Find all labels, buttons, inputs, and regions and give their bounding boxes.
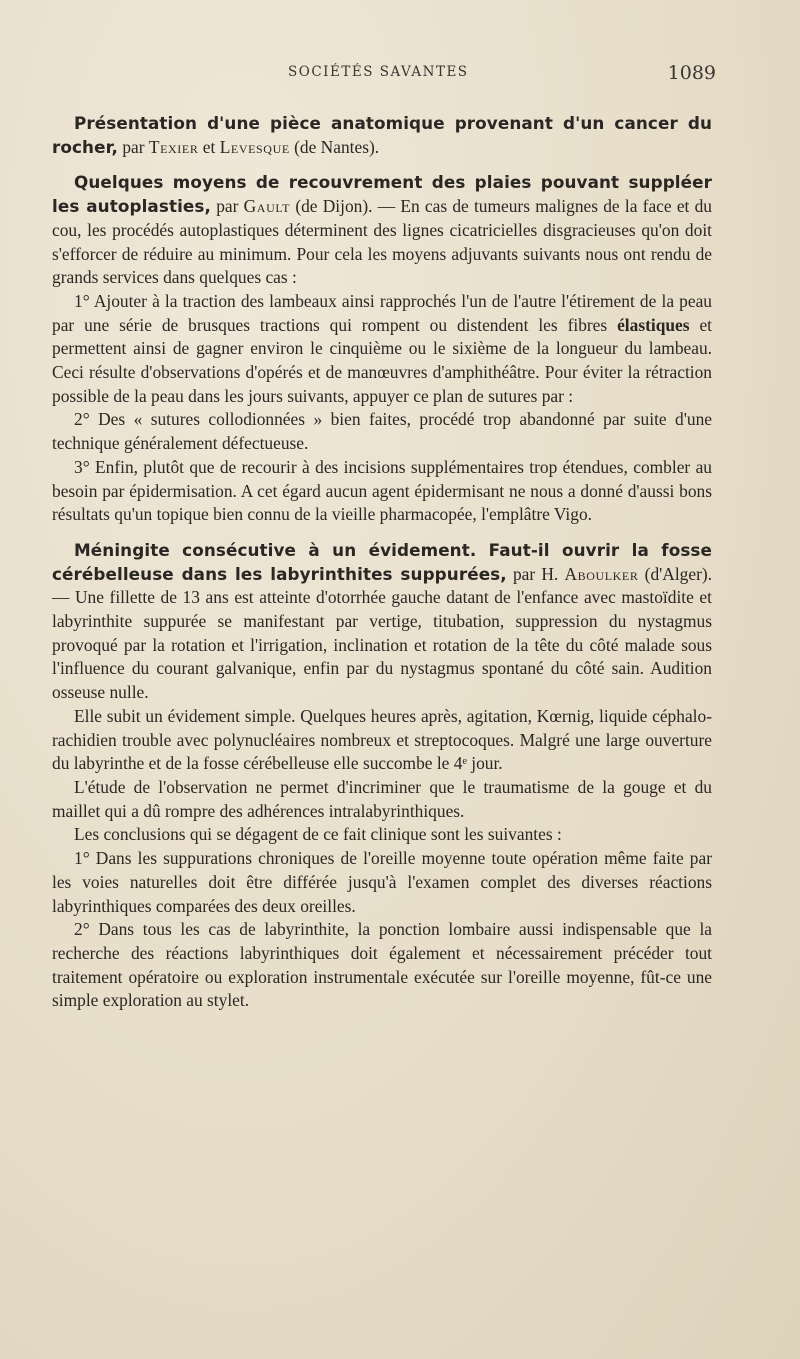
by-text: par H. — [506, 563, 565, 584]
paragraph-text: (d'Alger). — Une fillette de 13 ans est atteinte d'otorrhée gauche datant de l'enfance avec mastoïdite et labyrinthite suppurée se manifestant par vertige, titubation, suppression du nystagmus provoqué par la rotation et l'irrigation, inclination et rotation de la tête du côté malade sous l'influence du courant galvanique, enfin par du nystagmus spontané du côté sain. Audition osseuse nulle. — [52, 563, 713, 703]
running-title: SOCIÉTÉS SAVANTES — [288, 64, 469, 80]
section-heading: Méningite consécutive à un évidement. Faut-il ouvrir la fosse cérébelleuse dans les labyrinthites suppurées, — [52, 539, 712, 584]
section-meningite — [52, 539, 712, 705]
paragraph: Les conclusions qui se dégagent de ce fait clinique sont les suivantes : — [74, 824, 562, 845]
list-item: 2° Dans tous les cas de labyrinthite, la ponction lombaire aussi indispensable que la recherche des réactions labyrinthiques doit également et nécessairement précéder tout traitement opératoire ou exploration instrumentale exécutée sur l'oreille moyenne, fût-ce une simple exploration au stylet. — [52, 919, 712, 1011]
list-item: 1° Dans les suppurations chroniques de l'oreille moyenne toute opération même faite par les voies naturelles doit être différée jusqu'à l'examen complet des diverses réactions labyrinthiques comparées des deux oreilles. — [52, 848, 712, 916]
list-item — [52, 290, 712, 409]
emphasis-text: élastiques — [617, 314, 690, 335]
paragraph-text: (de Dijon). — En cas de tumeurs malignes de la face et du cou, les procédés autoplastiques déterminent des lignes cicatricielles disgracieuses qu'on doit s'efforcer de réduire au minimum. Pour cela les moyens adjuvants suivants nous ont rendu de grands services dans quelques cas : — [52, 196, 712, 288]
author-name: Gault — [243, 196, 291, 217]
list-item: 2° Des « sutures collodionnées » bien faites, procédé trop abandonné par suite d'une technique généralement défectueuse. — [52, 409, 712, 454]
paragraph: Elle subit un évidement simple. Quelques heures après, agitation, Kœrnig, liquide céphalo-rachidien trouble avec polynucléaires nombreux et streptocoques. Malgré une large ouverture du labyrinthe et de la fosse cérébelleuse elle succombe le 4ᵉ jour. — [52, 705, 712, 774]
author-name: Levesque — [219, 136, 290, 157]
section-heading: Présentation d'une pièce anatomique provenant d'un cancer du rocher, — [52, 113, 712, 157]
by-text: par — [117, 136, 149, 157]
author-name: Aboulker — [564, 563, 639, 584]
author-name: Texier — [148, 136, 199, 157]
body-text — [52, 112, 712, 1013]
paragraph: L'étude de l'observation ne permet d'incriminer que le traumatisme de la gouge et du maillet qui a dû rompre des adhérences intralabyrinthiques. — [52, 776, 712, 821]
section-recouvrement — [52, 171, 712, 290]
conjunction: et — [198, 136, 220, 157]
paragraph-text: et permettent ainsi de gagner environ le cinquième ou le sixième de la longueur du lambeau. Ceci résulte d'observations d'opérés et de manœuvres d'amphithéâtre. Pour éviter la rétraction possible de la peau dans les jours suivants, appuyer ce plan de sutures par : — [52, 314, 713, 406]
author-place: (de Nantes). — [289, 136, 380, 157]
section-heading: Quelques moyens de recouvrement des plaies pouvant suppléer les autoplasties, — [52, 172, 712, 217]
by-text: par — [210, 196, 244, 217]
paragraph-text: 1° Ajouter à la traction des lambeaux ainsi rapprochés l'un de l'autre l'étirement de la peau par une série de brusques tractions qui rompent ou distendent les fibres — [52, 290, 712, 335]
page-number: 1089 — [667, 62, 716, 84]
list-item: 3° Enfin, plutôt que de recourir à des incisions supplémentaires trop étendues, combler au besoin par épidermisation. A cet égard aucun agent épidermisant ne nous a donné d'aussi bons résultats qu'un topique bien connu de la vieille pharmacopée, l'emplâtre Vigo. — [52, 456, 712, 525]
running-head — [52, 62, 716, 88]
section-presentation — [52, 112, 712, 159]
